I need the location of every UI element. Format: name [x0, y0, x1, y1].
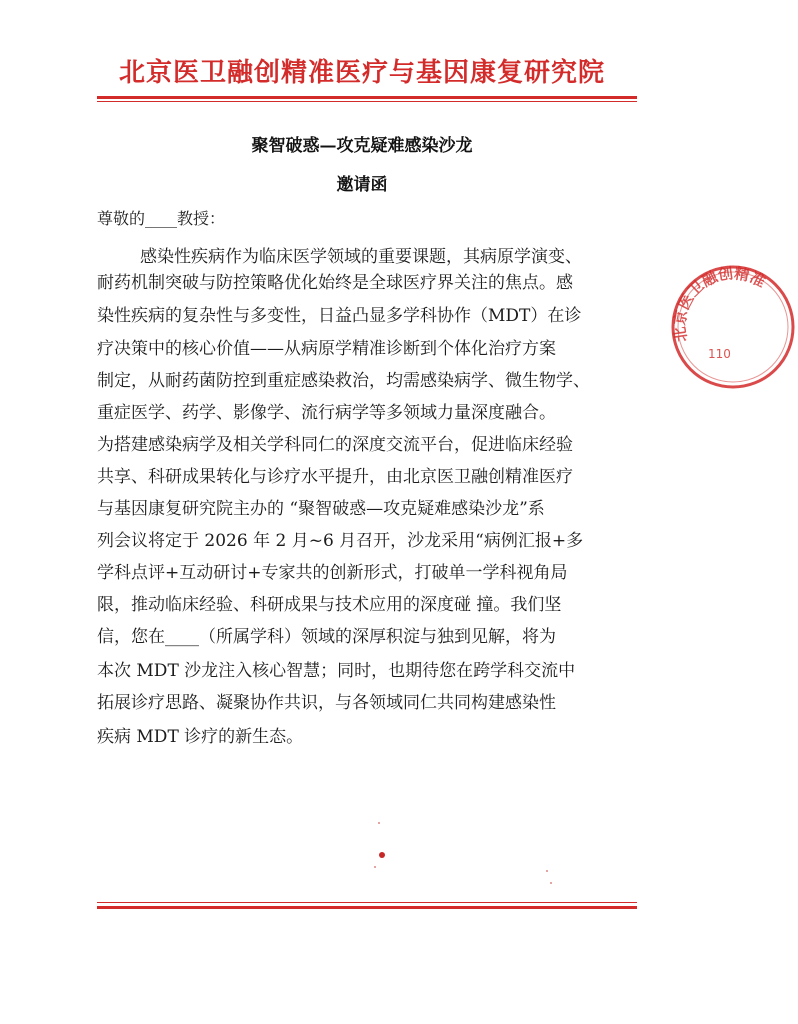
- body-line: 列会议将定于 2026 年 2 月~6 月召开，沙龙采用“病例汇报+多: [97, 531, 584, 551]
- body-line: 重症医学、药学、影像学、流行病学等多领域力量深度融合。: [97, 403, 556, 423]
- seal-arc-text: 北京医卫融创精准: [670, 264, 769, 343]
- body-line: 为搭建感染病学及相关学科同仁的深度交流平台，促进临床经验: [97, 435, 573, 455]
- official-seal-stamp: [668, 262, 798, 392]
- body-line: 染性疾病的复杂性与多变性，日益凸显多学科协作（MDT）在诊: [97, 306, 582, 326]
- red-speck: [379, 852, 385, 858]
- body-line: 本次 MDT 沙龙注入核心智慧；同时，也期待您在跨学科交流中: [97, 661, 576, 681]
- footer-rule-thin: [97, 902, 637, 903]
- salutation: 尊敬的____教授：: [97, 209, 226, 228]
- document-subtitle: 邀请函: [336, 175, 388, 195]
- body-line: 学科点评+互动研讨+专家共的创新形式，打破单一学科视角局: [97, 563, 568, 583]
- body-line: 疾病 MDT 诊疗的新生态。: [97, 727, 304, 747]
- body-line: 与基因康复研究院主办的 “聚智破惑—攻克疑难感染沙龙”系: [97, 499, 545, 519]
- body-line: 共享、科研成果转化与诊疗水平提升，由北京医卫融创精准医疗: [97, 467, 573, 487]
- body-line: 耐药机制突破与防控策略优化始终是全球医疗界关注的焦点。感: [97, 273, 573, 293]
- body-line: 拓展诊疗思路、凝聚协作共识，与各领域同仁共同构建感染性: [97, 693, 556, 713]
- seal-number: 110: [708, 347, 731, 361]
- header-rule-thin: [97, 101, 637, 102]
- header-rule-thick: [97, 96, 637, 99]
- body-line: 疗决策中的核心价值——从病原学精准诊断到个体化治疗方案: [97, 339, 556, 359]
- faint-speck: [378, 822, 380, 824]
- footer-rule-thick: [97, 906, 637, 909]
- faint-speck: [546, 870, 548, 872]
- institute-letterhead: 北京医卫融创精准医疗与基因康复研究院: [118, 58, 605, 88]
- body-line: 感染性疾病作为临床医学领域的重要课题，其病原学演变、: [140, 247, 582, 267]
- body-line: 制定，从耐药菌防控到重症感染救治，均需感染病学、微生物学、: [97, 371, 590, 391]
- body-line: 限，推动临床经验、科研成果与技术应用的深度碰 撞。我们坚: [97, 595, 562, 615]
- body-line: 信，您在____（所属学科）领域的深厚积淀与独到见解，将为: [97, 627, 556, 647]
- document-title: 聚智破惑—攻克疑难感染沙龙: [251, 136, 473, 156]
- faint-speck: [374, 866, 376, 868]
- faint-speck: [550, 882, 552, 884]
